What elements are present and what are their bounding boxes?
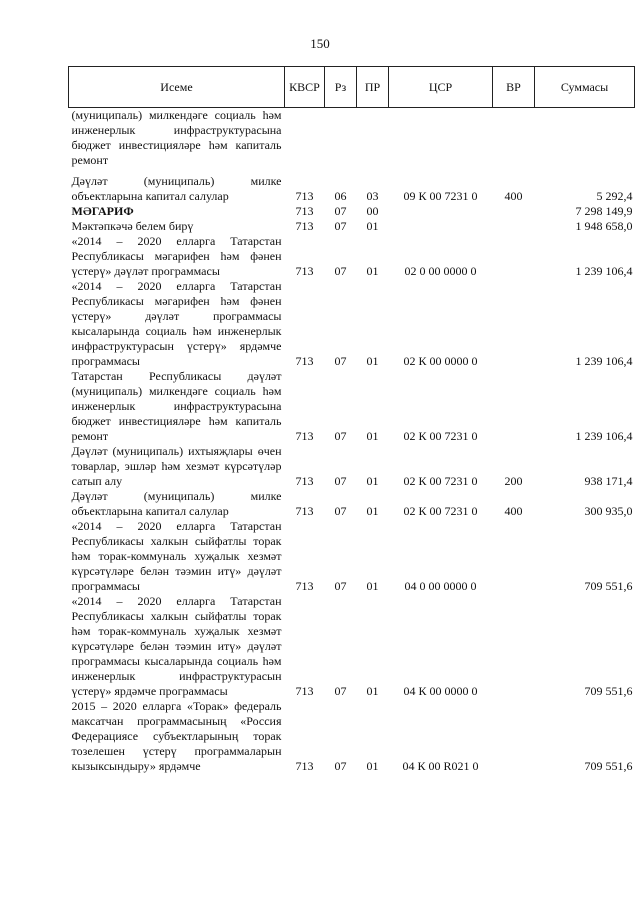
budget-table [68, 66, 635, 774]
row-name: Дәүләт (муниципаль) милке объектларына капитал салулар [71, 174, 282, 203]
row-vr [493, 108, 535, 175]
row-kvsr: 713 [295, 474, 314, 488]
row-sum: 709 551,6 [584, 579, 633, 593]
row-sum: 709 551,6 [584, 684, 633, 698]
row-vr [493, 234, 535, 279]
row-kvsr: 713 [295, 429, 314, 443]
row-pr: 00 [366, 204, 379, 218]
row-kvsr: 713 [295, 579, 314, 593]
row-rz: 07 [334, 504, 347, 518]
row-kvsr: 713 [295, 504, 314, 518]
header-pr: ПР [357, 67, 389, 108]
row-csr: 04 К 00 R021 0 [402, 759, 479, 773]
row-sum: 1 239 106,4 [575, 429, 633, 443]
row-name: «2014 – 2020 елларга Татарстан Республикасы халкын сыйфатлы торак һәм торак-коммуналь хуҗалык хезмәт күрсәтүләре белән тәэмин итү» дәүләт программасы [71, 519, 282, 593]
row-vr [493, 699, 535, 774]
header-sum: Суммасы [535, 67, 635, 108]
row-csr: 04 0 00 0000 0 [404, 579, 477, 593]
row-csr: 02 К 00 7231 0 [403, 504, 478, 518]
row-sum: 300 935,0 [584, 504, 633, 518]
row-vr [493, 219, 535, 234]
row-rz: 07 [334, 204, 347, 218]
row-sum: 1 239 106,4 [575, 264, 633, 278]
row-vr [493, 204, 535, 219]
row-pr: 01 [366, 684, 379, 698]
row-pr: 01 [366, 219, 379, 233]
row-rz: 07 [334, 354, 347, 368]
row-rz: 07 [334, 759, 347, 773]
table-row [69, 699, 635, 774]
row-csr [389, 204, 493, 219]
row-name: (муниципаль) милкендәге социаль һәм инженерлык инфраструктурасына бюджет инвестицияләре һәм капиталь ремонт [71, 108, 282, 167]
page-number: 150 [310, 36, 330, 51]
row-kvsr: 713 [295, 354, 314, 368]
row-rz [325, 108, 357, 175]
row-rz: 07 [334, 684, 347, 698]
table-row [69, 444, 635, 489]
row-name: МӘГАРИФ [71, 204, 134, 218]
row-csr [389, 219, 493, 234]
row-pr [357, 108, 389, 175]
table-row [69, 519, 635, 594]
table-row [69, 234, 635, 279]
row-name: «2014 – 2020 елларга Татарстан Республикасы халкын сыйфатлы торак һәм торак-коммуналь хуҗалык хезмәт күрсәтүләре белән тәэмин итү» дәүләт программасы кысаларында социаль һәм инженерлык инфраструктурасын үстерү» ярдәмче программасы [71, 594, 282, 698]
row-kvsr: 713 [295, 264, 314, 278]
table-row [69, 108, 635, 175]
row-name: Дәүләт (муниципаль) ихтыяҗлары өчен товарлар, эшләр һәм хезмәт күрсәтүләр сатып алу [71, 444, 282, 488]
row-csr: 09 К 00 7231 0 [403, 189, 478, 203]
row-pr: 03 [366, 189, 379, 203]
row-csr: 04 К 00 0000 0 [403, 684, 478, 698]
row-rz: 07 [334, 429, 347, 443]
row-kvsr [285, 108, 325, 175]
table-row [69, 489, 635, 519]
row-kvsr: 713 [295, 204, 314, 218]
row-csr: 02 К 00 7231 0 [403, 474, 478, 488]
table-row [69, 204, 635, 219]
row-rz: 07 [334, 219, 347, 233]
table-row [69, 369, 635, 444]
table-row [69, 594, 635, 699]
row-sum: 5 292,4 [596, 189, 633, 203]
row-vr [493, 279, 535, 369]
table-row [69, 174, 635, 204]
header-kvsr: КВСР [285, 67, 325, 108]
header-rz: Рз [325, 67, 357, 108]
row-pr: 01 [366, 354, 379, 368]
row-pr: 01 [366, 759, 379, 773]
row-vr: 200 [504, 474, 523, 488]
row-vr: 400 [504, 504, 523, 518]
row-vr [493, 369, 535, 444]
row-vr [493, 594, 535, 699]
row-name: Татарстан Республикасы дәүләт (муниципаль) милкендәге социаль һәм инженерлык инфраструктурасына бюджет инвестицияләре һәм капиталь ремонт [71, 369, 282, 443]
row-pr: 01 [366, 579, 379, 593]
row-sum [535, 108, 635, 175]
row-name: 2015 – 2020 елларга «Торак» федераль максатчан программасының «Россия Федерациясе субъектларының торак тозелешен үстерү программаларын кызыксындыру» ярдәмче [71, 699, 282, 773]
row-rz: 06 [334, 189, 347, 203]
row-name: «2014 – 2020 елларга Татарстан Республикасы мәгарифен һәм фәнен үстерү» дәүләт программасы кысаларында социаль һәм инженерлык инфраструктурасын үстерү» ярдәмче программасы [71, 279, 282, 368]
row-kvsr: 713 [295, 189, 314, 203]
row-sum: 1 239 106,4 [575, 354, 633, 368]
row-name: «2014 – 2020 елларга Татарстан Республикасы мәгарифен һәм фәнен үстерү» дәүләт программасы [71, 234, 282, 278]
row-pr: 01 [366, 429, 379, 443]
row-csr: 02 К 00 0000 0 [403, 354, 478, 368]
row-kvsr: 713 [295, 219, 314, 233]
row-pr: 01 [366, 264, 379, 278]
row-rz: 07 [334, 474, 347, 488]
table-header [69, 67, 635, 108]
row-csr [389, 108, 493, 175]
row-kvsr: 713 [295, 684, 314, 698]
row-rz: 07 [334, 579, 347, 593]
row-sum: 938 171,4 [584, 474, 633, 488]
row-csr: 02 0 00 0000 0 [404, 264, 477, 278]
header-name: Исеме [69, 67, 285, 108]
row-kvsr: 713 [295, 759, 314, 773]
row-sum: 1 948 658,0 [575, 219, 633, 233]
row-sum: 7 298 149,9 [575, 204, 633, 218]
row-csr: 02 К 00 7231 0 [403, 429, 478, 443]
row-rz: 07 [334, 264, 347, 278]
row-pr: 01 [366, 504, 379, 518]
header-csr: ЦСР [389, 67, 493, 108]
row-pr: 01 [366, 474, 379, 488]
header-vr: ВР [493, 67, 535, 108]
table-row [69, 219, 635, 234]
row-name: Дәүләт (муниципаль) милке объектларына капитал салулар [71, 489, 282, 518]
row-name: Мәктәпкәчә белем бирү [71, 219, 194, 233]
row-vr: 400 [504, 189, 523, 203]
table-row [69, 279, 635, 369]
row-vr [493, 519, 535, 594]
row-sum: 709 551,6 [584, 759, 633, 773]
